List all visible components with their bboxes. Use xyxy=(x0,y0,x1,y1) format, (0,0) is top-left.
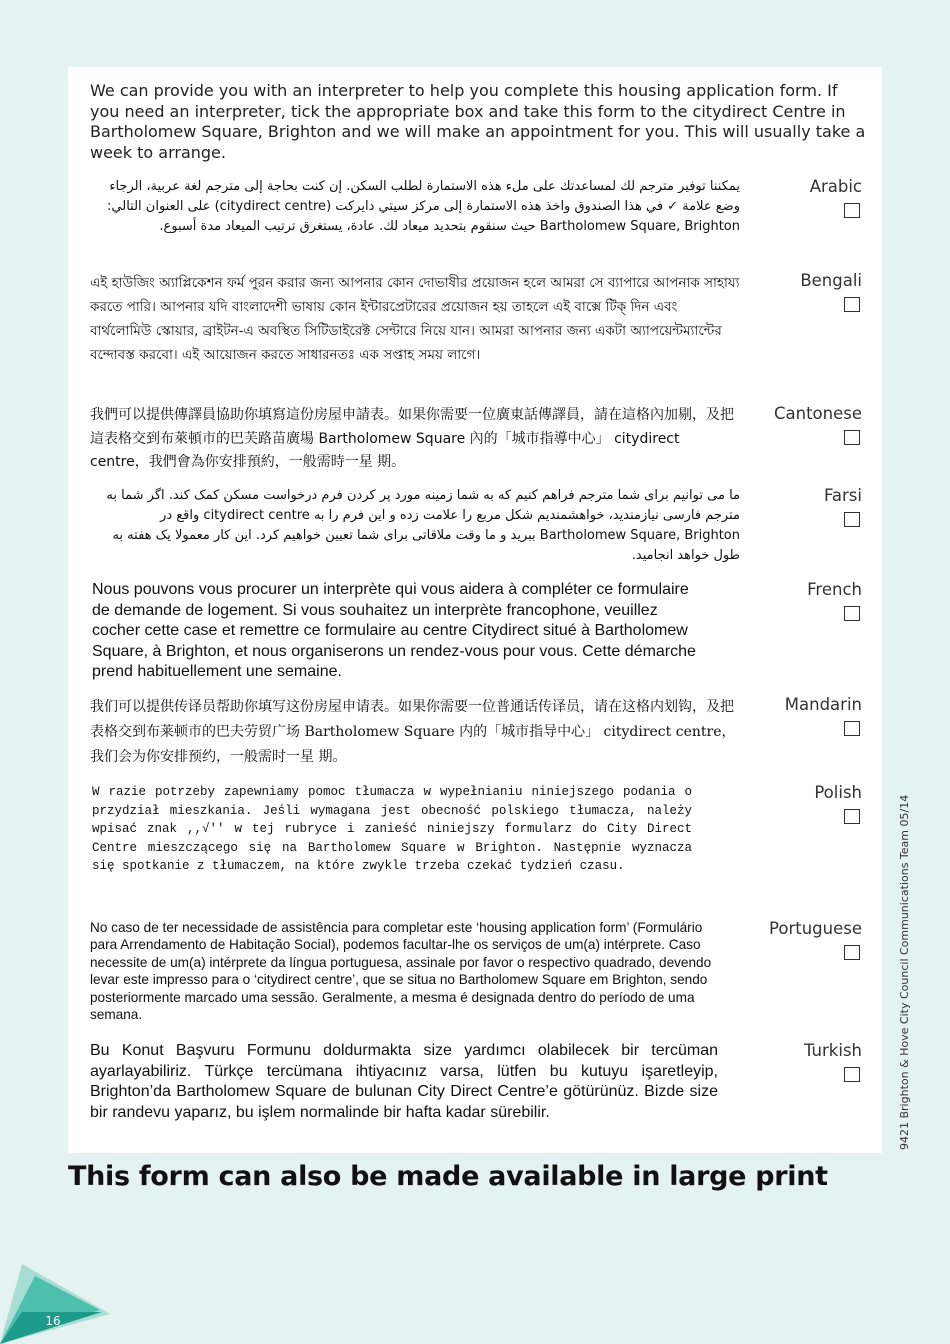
language-text-portuguese: No caso de ter necessidade de assistência para completar este ‘housing application form’ (Formulário para Arrendamento de Habitação Social), podemos facultar-lhe os serviços de um(a) intérprete. Caso necessite de um(a) intérprete da língua portuguesa, assinale por favor o respectivo quadrado, devendo levar este impresso para o ‘citydirect centre’, que se situa no Bartholomew Square em Brighton, sendo posteriormente marcado uma sessão. Geralmente, a mesma é designada dentro do período de uma semana. xyxy=(90,920,712,1023)
language-row-mandarin xyxy=(68,695,882,773)
language-row-farsi xyxy=(68,486,882,572)
tick-box-portuguese[interactable] xyxy=(844,945,860,960)
language-row-polish xyxy=(68,783,882,911)
language-text-farsi: ما می توانیم برای شما مترجم فراهم کنیم که به شما زمینه مورد پر کردن فرم درخواست مسکن کمک کند. اگر شما به مترجم فارسی نیازمندید، خواهشمندیم شکل مربع را علامت زده و این فرم را به citydirect centre واقع در Bartholomew Square, Brighton ببرید و ما وقت ملاقاتی برای شما تعیین خواهیم کرد. این کار معمولا یک هفته به طول خواهد انجامید. xyxy=(106,488,740,563)
intro-text: We can provide you with an interpreter to help you complete this housing application form. If you need an interpreter, tick the appropriate box and take this form to the citydirect Centre in Bartholomew Square, Brighton and we will make an appointment for you. This will usually take a week to arrange. xyxy=(90,81,866,162)
language-label-portuguese: Portuguese xyxy=(769,919,862,938)
page-number: 16 xyxy=(45,1314,61,1328)
corner-decoration xyxy=(0,1264,110,1344)
large-print-notice: This form can also be made available in large print xyxy=(68,1161,828,1192)
language-text-turkish: Bu Konut Başvuru Formunu doldurmakta size yardımcı olabilecek bir tercüman ayarlayabiliriz. Türkçe tercümana ihtiyacınız varsa, lütfen bu kutuyu işaretleyip, Brighton’da Bartholomew Square de bulunan City Direct Centre’e götürünüz. Bizde size bir randevu yaparız, bu işlem normalinde bir hafta kadar sürebilir. xyxy=(90,1042,718,1121)
language-text-polish: W razie potrzeby zapewniamy pomoc tłumacza w wypełnianiu niniejszego podania o przydział mieszkania. Jeśli wymagana jest obecność polskiego tłumacza, należy wpisać znak ,,√'' w tej rubryce i zanieść niniejszy formularz do City Direct Centre mieszczącego się na Bartholomew Square w Brighton. Następnie wyznacza się spotkanie z tłumaczem, na które zwykle trzeba czekać tydzień czasu. xyxy=(92,785,692,873)
tick-box-farsi[interactable] xyxy=(844,512,860,527)
language-text-mandarin: 我们可以提供传译员帮助你填写这份房屋申请表。如果你需要一位普通话传译员，请在这格内划钩，及把表格交到布莱顿市的巴夫劳贸广场 Bartholomew Square 内的「城市指导中心」 citydirect centre，我们会为你安排预约，一般需时一星 期。 xyxy=(90,699,736,765)
language-label-french: French xyxy=(807,580,862,599)
language-row-portuguese xyxy=(68,919,882,1029)
tick-box-french[interactable] xyxy=(844,606,860,621)
tick-box-polish[interactable] xyxy=(844,809,860,824)
tick-box-bengali[interactable] xyxy=(844,297,860,312)
language-row-turkish xyxy=(68,1041,882,1145)
language-row-bengali xyxy=(68,271,882,401)
language-text-cantonese: 我們可以提供傳譯員協助你填寫這份房屋申請表。如果你需要一位廣東話傳譯員，請在這格內加剔，及把這表格交到布萊頓市的巴芙路苗廣場 Bartholomew Square 內的「城市指導中心」 citydirect centre，我們會為你安排預約，一般需時一星 期。 xyxy=(90,407,734,470)
language-text-french: Nous pouvons vous procurer un interprète qui vous aidera à compléter ce formulaire de demande de logement. Si vous souhaitez un interprète francophone, veuillez cocher cette case et remettre ce formulaire au centre Citydirect situé à Bartholomew Square, à Brighton, et nous organiserons un rendez-vous pour vous. Cette démarche prend habituellement une semaine. xyxy=(92,581,696,681)
language-label-cantonese: Cantonese xyxy=(773,404,862,423)
language-label-bengali: Bengali xyxy=(800,271,862,290)
language-row-cantonese xyxy=(68,404,882,484)
language-label-arabic: Arabic xyxy=(809,177,862,196)
tick-box-cantonese[interactable] xyxy=(844,430,860,445)
language-label-mandarin: Mandarin xyxy=(784,695,862,714)
interpreter-panel xyxy=(68,67,882,1153)
language-row-arabic xyxy=(68,177,882,269)
language-label-turkish: Turkish xyxy=(803,1041,862,1060)
language-label-polish: Polish xyxy=(814,783,862,802)
language-label-farsi: Farsi xyxy=(823,486,862,505)
side-reference-code: 9421 Brighton & Hove City Council Communications Team 05/14 xyxy=(898,794,911,1150)
tick-box-arabic[interactable] xyxy=(844,203,860,218)
language-text-arabic: يمكننا توفير مترجم لك لمساعدتك على ملء هذه الاستمارة لطلب السكن. إن كنت بحاجة إلى مترجم لغة عربية، الرجاء وضع علامة ✓ في هذا الصندوق واخذ هذه الاستمارة إلى مركز سيتي دايركت (citydirect centre) على العنوان التالي: Bartholomew Square, Brighton حيث سنقوم بتحديد ميعاد لك. عادة، يستغرق ترتيب الميعاد مدة أسبوع. xyxy=(107,179,740,234)
tick-box-mandarin[interactable] xyxy=(844,721,860,736)
language-text-bengali: এই হাউজিং অ্যাপ্লিকেশন ফর্ম পুরন করার জন্য আপনার কোন দোভাষীর প্রয়োজন হলে আমরা সে ব্যাপারে আপনাক সাহায্য করতে পারি। আপনার যদি বাংলাদেশী ভাষায় কোন ইন্টারপ্রেটারের প্রয়োজন হয় তাহলে এই বাক্সে টিক্ দিন এবং বার্থলোমিউ স্কোয়ার, ব্রাইটন-এ অবস্থিত সিটিডাইরেক্ট সেন্টারে নিয়ে যান। আমরা আপনার জন্য একটা অ্যাপয়েন্টম্যান্টের বন্দোবস্ত করবো। এই আয়োজন করতে সাধারনতঃ এক সপ্তাহ সময় লাগে। xyxy=(90,275,740,363)
tick-box-turkish[interactable] xyxy=(844,1067,860,1082)
language-row-french xyxy=(68,580,882,690)
